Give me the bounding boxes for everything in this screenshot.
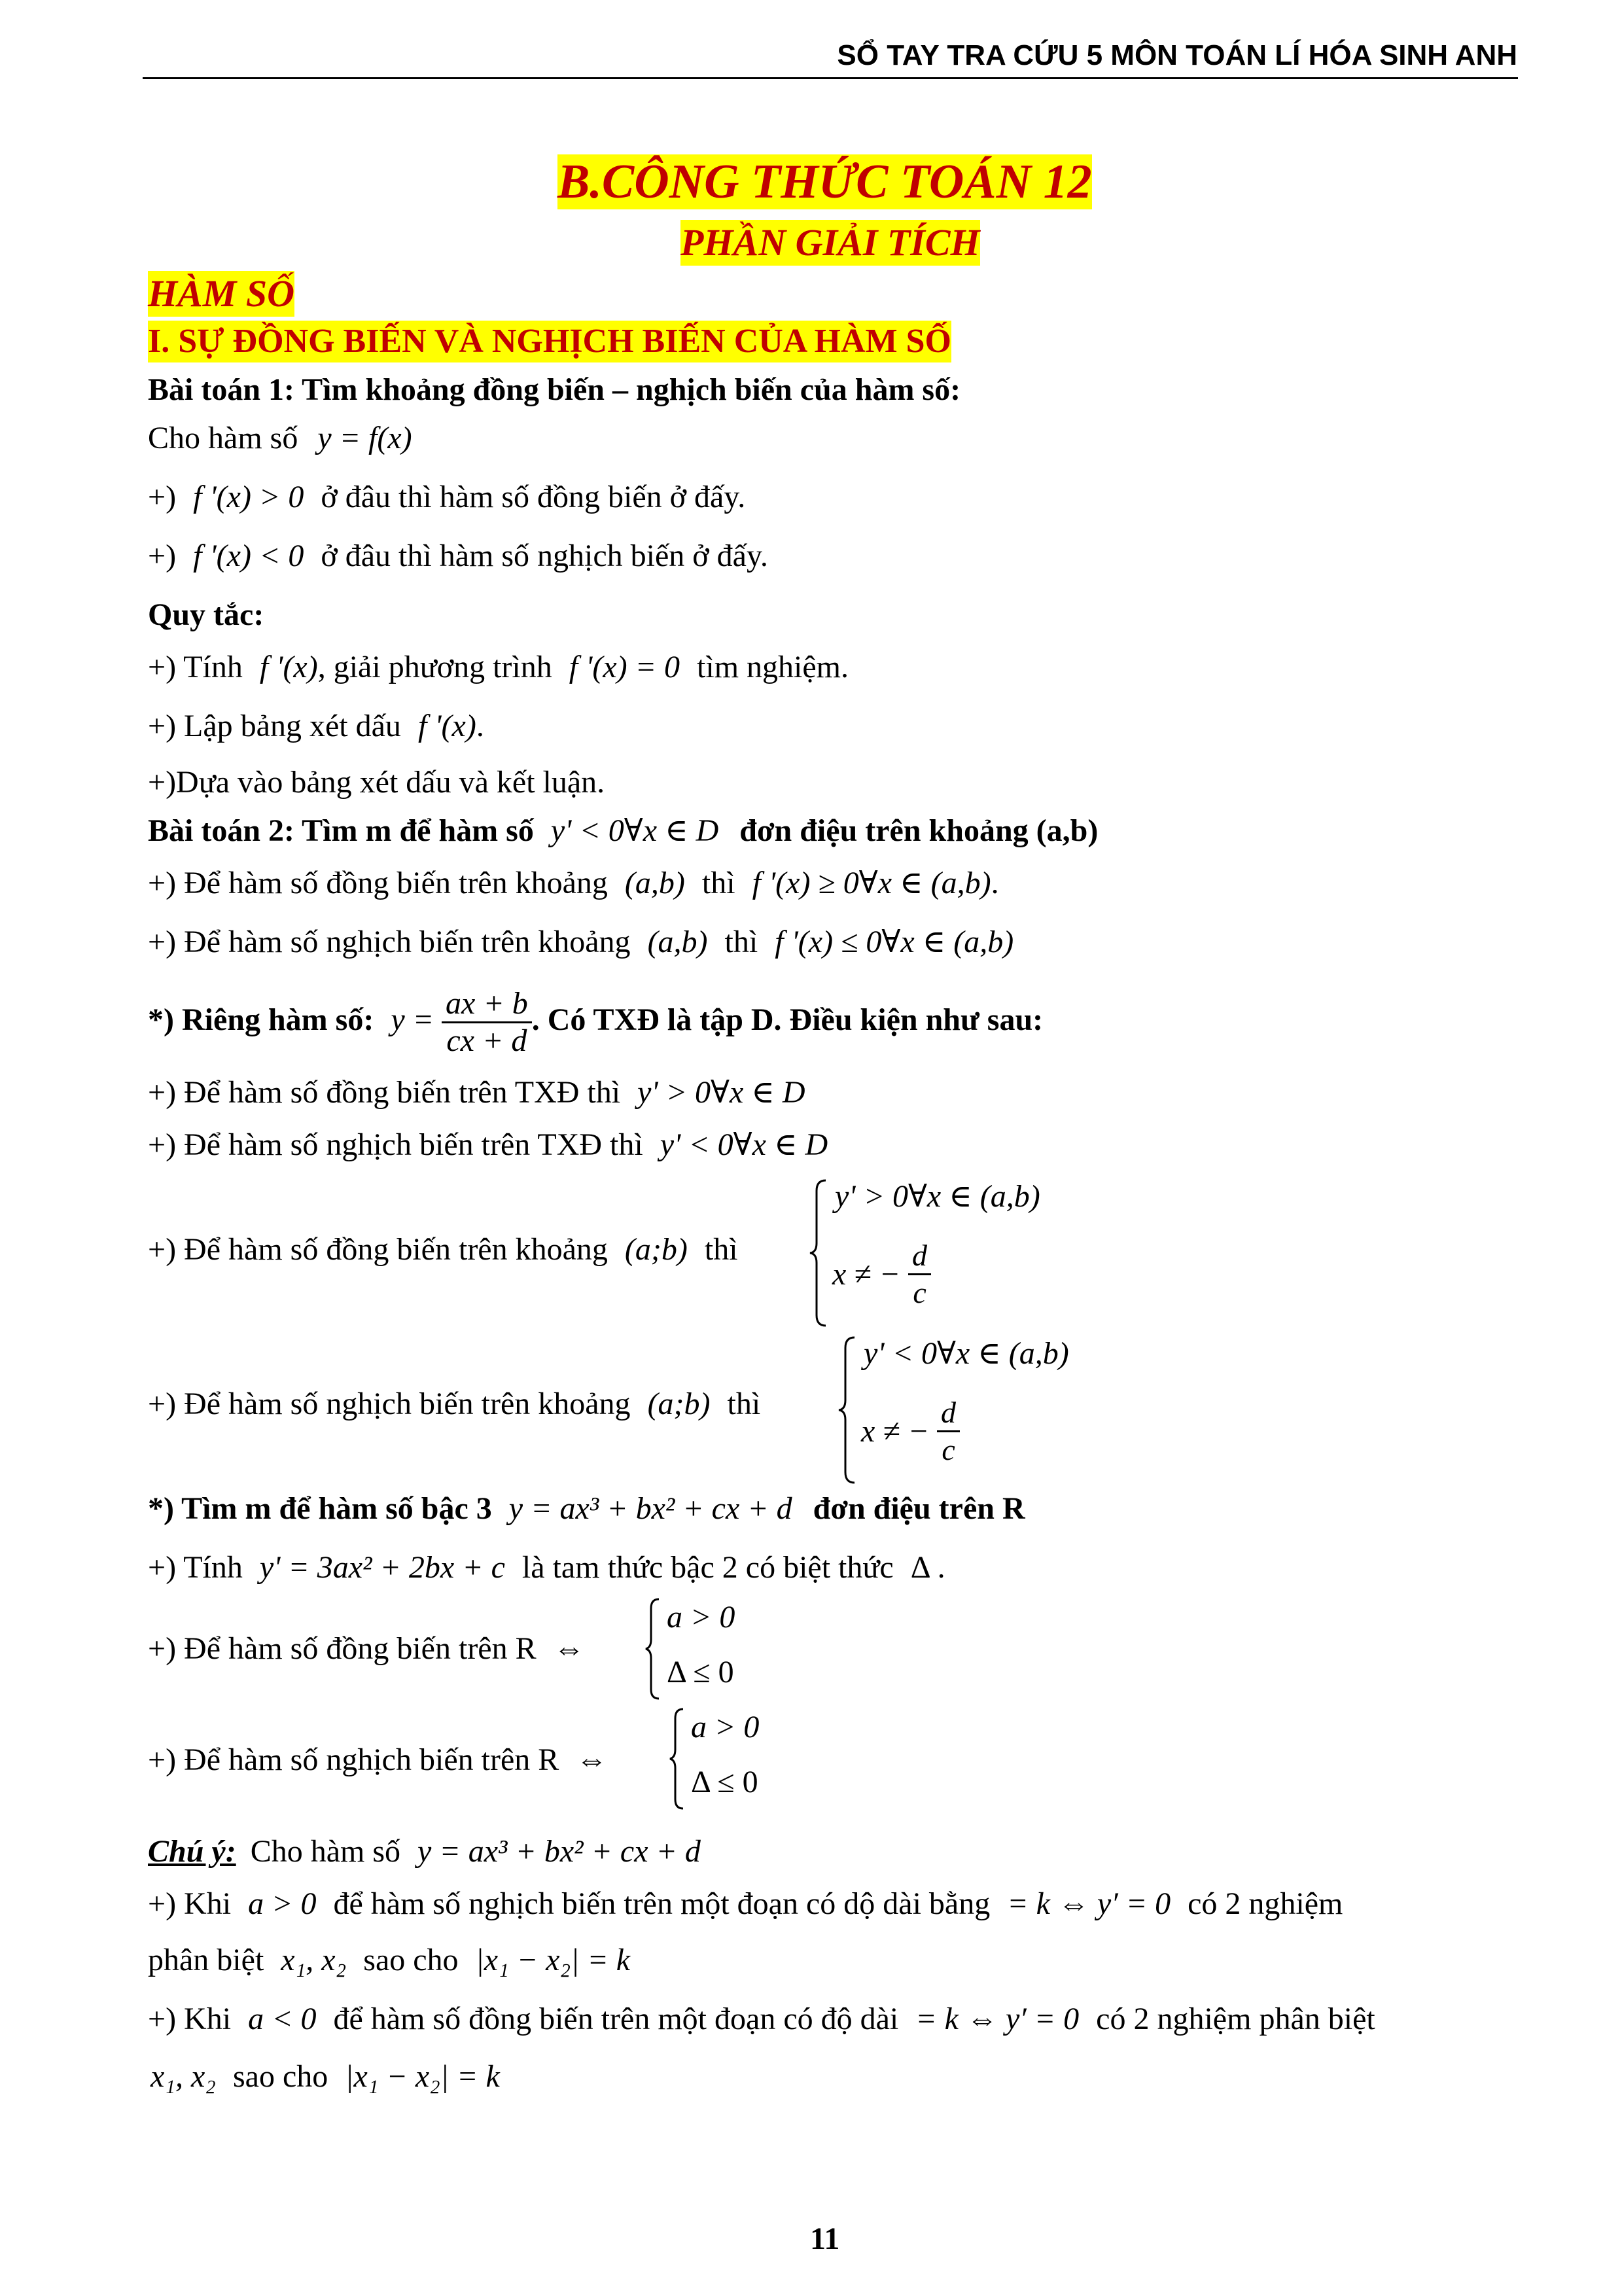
text: để hàm số nghịch biến trên một đoạn có dộ dài bằng (333, 1886, 991, 1921)
page-title: B.CÔNG THỨC TOÁN 12 (557, 155, 1092, 209)
math: = k ⇔ y′ = 0 (1007, 1886, 1171, 1921)
text: *) Tìm m để hàm số bậc 3 (148, 1491, 492, 1526)
math: (a,b) (624, 866, 685, 900)
note-line (148, 1832, 701, 1871)
problem1-title: Bài toán 1: Tìm khoảng đồng biến – nghịch biến của hàm số: (148, 372, 961, 407)
text: +) Lập bảng xét dấu (148, 709, 401, 743)
text: thì (701, 866, 735, 900)
math: y = ax³ + bx² + cx + d (508, 1491, 792, 1526)
condition-system-increasing (809, 1178, 1084, 1328)
header-rule (143, 77, 1518, 79)
math: y' < 0∀x ∈ D (550, 813, 719, 848)
text: có 2 nghiệm (1188, 1886, 1343, 1921)
math: f '(x) ≥ 0∀x ∈ (a,b) (752, 866, 991, 900)
cubic-system-increasing (644, 1597, 788, 1701)
text: , giải phương trình (317, 650, 552, 684)
text: Bài toán 2: Tìm m để hàm số (148, 813, 534, 848)
text: +) Để hàm số nghịch biến trên khoảng (148, 1386, 631, 1421)
problem2-line1 (148, 864, 999, 903)
note-line1-cont (148, 1941, 630, 1980)
text: . (991, 866, 999, 900)
system-line-1: y' > 0∀x ∈ (a,b) (835, 1179, 1040, 1214)
cubic-title (148, 1489, 1025, 1528)
text: +) Để hàm số nghịch biến trên TXĐ thì (148, 1127, 643, 1162)
delta-symbol: Δ (910, 1550, 931, 1585)
math: (a,b) (647, 925, 708, 959)
system-line-2 (861, 1395, 960, 1468)
left-brace-icon (837, 1335, 857, 1485)
fraction-denominator: cx + d (446, 1023, 527, 1059)
text: . Có TXĐ là tập D. Điều kiện như sau: (531, 1002, 1044, 1037)
text: Cho hàm số (250, 1834, 401, 1869)
text: thì (704, 1232, 738, 1267)
text: +) Để hàm số đồng biến trên TXĐ thì (148, 1075, 621, 1110)
math: |x₁ − x₂| = k (475, 1943, 631, 1977)
rule-line2 (148, 707, 484, 746)
math: a < 0 (248, 2002, 317, 2036)
text: là tam thức bậc 2 có biệt thức (521, 1550, 894, 1585)
rule-line3: +)Dựa vào bảng xét dấu và kết luận. (148, 765, 605, 800)
text: +) Để hàm số đồng biến trên R (148, 1631, 537, 1666)
system-line-2: Δ ≤ 0 (691, 1765, 758, 1799)
text: . (937, 1550, 945, 1585)
bullet: +) (148, 539, 177, 573)
text: +) Để hàm số nghịch biến trên R (148, 1742, 559, 1777)
math: y' < 0∀x ∈ D (660, 1127, 828, 1162)
fraction (908, 1238, 931, 1311)
text: . (476, 709, 484, 743)
note-line1 (148, 1884, 1343, 1924)
left-brace-icon (644, 1597, 661, 1701)
rule-title: Quy tắc: (148, 597, 264, 632)
math: f '(x) = 0 (569, 650, 680, 684)
math: x₁, x₂ (281, 1943, 347, 1977)
text: +) Để hàm số nghịch biến trên khoảng (148, 925, 631, 959)
rule-line1 (148, 648, 849, 687)
cubic-line3 (148, 1740, 607, 1780)
math: y' > 0∀x ∈ D (637, 1075, 805, 1110)
math: x₁, x₂ (150, 2059, 216, 2094)
text: sao cho (232, 2059, 328, 2094)
line-text: ở đâu thì hàm số đồng biến ở đấy. (321, 480, 746, 514)
page-subtitle: PHẦN GIẢI TÍCH (680, 220, 980, 266)
text: có 2 nghiệm phân biệt (1096, 2002, 1375, 2036)
left-brace-icon (669, 1706, 686, 1811)
fraction-numerator: d (937, 1395, 960, 1432)
fraction-numerator: d (908, 1238, 931, 1275)
running-header: SỔ TAY TRA CỨU 5 MÔN TOÁN LÍ HÓA SINH ANH (837, 39, 1517, 71)
math: f '(x) ≤ 0∀x ∈ (a,b) (775, 925, 1014, 959)
note-line2 (148, 2000, 1375, 2039)
special-line3 (148, 1230, 738, 1269)
special-title (148, 981, 1043, 1059)
derivative-negative: f '(x) < 0 (193, 539, 304, 573)
math: |x₁ − x₂| = k (345, 2059, 500, 2094)
text: đơn điệu trên R (813, 1491, 1025, 1526)
math: (a;b) (647, 1386, 711, 1421)
text: *) Riêng hàm số: (148, 1002, 374, 1037)
system-line-1: y' < 0∀x ∈ (a,b) (864, 1336, 1069, 1371)
text: để hàm số đồng biến trên một đoạn có độ dài (333, 2002, 899, 2036)
iff-symbol: ⇔ (553, 1631, 585, 1666)
system-line-1: a > 0 (691, 1710, 760, 1744)
condition-system-decreasing (837, 1335, 1112, 1485)
text: đơn điệu trên khoảng (a,b) (739, 813, 1099, 848)
system-line-2: Δ ≤ 0 (667, 1655, 734, 1689)
problem1-given (148, 419, 412, 458)
line-text: ở đâu thì hàm số nghịch biến ở đấy. (321, 539, 768, 573)
problem1-line2 (148, 537, 768, 576)
given-math: y = f(x) (317, 421, 412, 455)
fraction-numerator: ax + b (442, 986, 532, 1023)
fraction (937, 1395, 960, 1468)
text: sao cho (363, 1943, 459, 1977)
fraction (442, 986, 532, 1059)
math: f '(x) (417, 709, 476, 743)
text: phân biệt (148, 1943, 264, 1977)
note-line2-cont (150, 2057, 500, 2096)
text: +) Tính (148, 1550, 243, 1585)
text: thì (727, 1386, 761, 1421)
derivative-positive: f '(x) > 0 (193, 480, 304, 514)
left-brace-icon (809, 1178, 828, 1328)
cubic-line2 (148, 1629, 585, 1669)
text: +) Khi (148, 2002, 232, 2036)
text: +) Khi (148, 1886, 232, 1921)
special-line4 (148, 1385, 760, 1424)
section-name: HÀM SỐ (148, 271, 294, 317)
bullet: +) (148, 480, 177, 514)
text: +) Để hàm số đồng biến trên khoảng (148, 1232, 608, 1267)
text: tìm nghiệm. (697, 650, 849, 684)
problem1-line1 (148, 478, 745, 517)
cubic-system-decreasing (669, 1706, 813, 1811)
problem2-title (148, 811, 1098, 851)
math: (a;b) (624, 1232, 688, 1267)
iff-symbol: ⇔ (576, 1742, 608, 1777)
math: x ≠ − (832, 1257, 901, 1292)
fraction-denominator: c (942, 1433, 955, 1466)
math: f '(x) (259, 650, 318, 684)
math: y' = 3ax² + 2bx + c (259, 1550, 505, 1585)
math: x ≠ − (861, 1414, 930, 1449)
system-line-2 (832, 1238, 931, 1311)
note-label: Chú ý: (148, 1834, 236, 1869)
text: thì (724, 925, 758, 959)
math: a > 0 (248, 1886, 317, 1921)
system-line-1: a > 0 (667, 1600, 735, 1634)
problem2-line2 (148, 923, 1014, 962)
special-line1 (148, 1073, 805, 1112)
fraction-denominator: c (913, 1276, 926, 1309)
given-text: Cho hàm số (148, 421, 298, 455)
math: y = ax³ + bx² + cx + d (417, 1834, 701, 1869)
cubic-line1 (148, 1548, 945, 1587)
text: +) Để hàm số đồng biến trên khoảng (148, 866, 608, 900)
text: +) Tính (148, 650, 243, 684)
page-number: 11 (810, 2221, 840, 2256)
math: y = (391, 1002, 434, 1037)
special-line2 (148, 1125, 828, 1165)
section-heading: I. SỰ ĐỒNG BIẾN VÀ NGHỊCH BIẾN CỦA HÀM SỐ (148, 321, 951, 362)
math: = k ⇔ y′ = 0 (915, 2002, 1080, 2036)
